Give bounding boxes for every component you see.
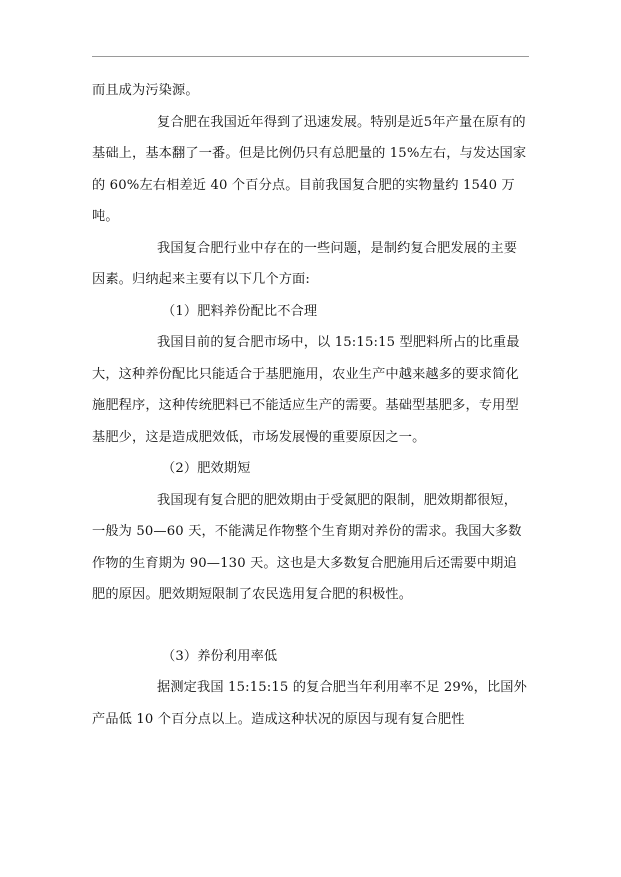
- paragraph-compound-fertilizer-growth: 复合肥在我国近年得到了迅速发展。特别是近5年产量在原有的基础上，基本翻了一番。但是比例仍只有总肥量的 15%左右，与发达国家的 60%左右相差近 40 个百分点。目前我国复合肥的实物量约 1540 万吨。: [92, 114, 527, 224]
- heading-short-effect-period: （2）肥效期短: [162, 461, 251, 476]
- paragraph-low-utilization: 据测定我国 15:15:15 的复合肥当年利用率不足 29%，比国外产品低 10 个百分点以上。造成这种状况的原因与现有复合肥性: [92, 680, 527, 727]
- paragraph-spacer: [92, 611, 529, 641]
- heading-low-utilization: （3）养份利用率低: [162, 648, 278, 664]
- paragraph-industry-problems: 我国复合肥行业中存在的一些问题，是制约复合肥发展的主要因素。归纳起来主要有以下几个方面:: [92, 240, 518, 287]
- document-body: [92, 75, 529, 735]
- header-divider: [92, 56, 529, 57]
- paragraph-short-effect-period: 我国现有复合肥的肥效期由于受氮肥的限制，肥效期都很短，一般为 50—60 天，不能满足作物整个生育期对养份的需求。我国大多数作物的生育期为 90—130 天。这也是大多数复合肥施用后还需要中期追肥的原因。肥效期短限制了农民选用复合肥的积极性。: [92, 492, 522, 602]
- paragraph-nutrient-ratio: 我国目前的复合肥市场中，以 15:15:15 型肥料所占的比重最大，这种养份配比只能适合于基肥施用，农业生产中越来越多的要求简化施肥程序，这种传统肥料已不能适应生产的需要。基础型基肥多，专用型基肥少，这是造成肥效低，市场发展慢的重要原因之一。: [92, 335, 520, 445]
- heading-nutrient-ratio: （1）肥料养份配比不合理: [162, 303, 318, 319]
- paragraph-continuation: 而且成为污染源。: [92, 83, 199, 98]
